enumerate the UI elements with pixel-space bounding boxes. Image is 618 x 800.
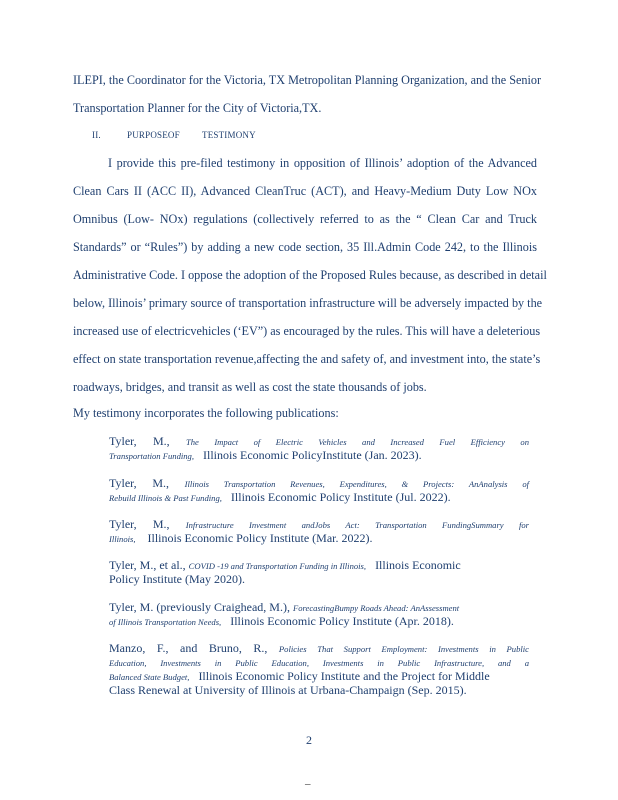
publication-author: Manzo, F., and Bruno, R., — [109, 641, 268, 655]
publication-title: The Impact of Electric Vehicles and Increased Fuel Efficiency on — [185, 437, 529, 447]
publication-line — [109, 559, 529, 573]
publication-title: COVID -19 and Transportation Funding in Illinois, — [188, 561, 367, 571]
publication-item — [109, 477, 529, 505]
publication-line — [109, 477, 529, 491]
publication-source: Illinois Economic PolicyInstitute (Jan. 2023). — [203, 448, 422, 462]
intro-line-1: ILEPI, the Coordinator for the Victoria, TX Metropolitan Planning Organization, and the Senior — [73, 73, 542, 87]
body-line-9: roadways, bridges, and transit as well as cost the state thousands of jobs. — [73, 380, 427, 394]
body-line-3: Omnibus (Low- NOx) regulations (collectively referred to as the “ Clean Car and Truck — [73, 212, 537, 226]
publication-line — [109, 615, 529, 629]
section-number: II. — [92, 130, 101, 140]
publication-title: Policies That Support Employment: Investments in Public — [278, 644, 529, 654]
section-title-part-b: TESTIMONY — [202, 130, 256, 140]
publication-item — [109, 559, 529, 586]
publication-line — [109, 449, 529, 463]
publication-line — [109, 684, 529, 697]
publication-source: Policy Institute (May 2020). — [109, 572, 245, 586]
publication-title: Education, Investments in Public Education, Investments in Public Infrastructure, and a — [109, 658, 529, 668]
body-line-2: Clean Cars II (ACC II), Advanced CleanTruc (ACT), and Heavy-Medium Duty Low NOx — [73, 184, 537, 198]
body-line-8: effect on state transportation revenue,affecting the and safety of, and investment into, the state’s — [73, 352, 541, 366]
publication-author: Tyler, M., — [109, 517, 170, 531]
body-line-7: increased use of electricvehicles (‘EV”) as encouraged by the rules. This will have a deleterious — [73, 324, 541, 338]
publication-line — [109, 573, 529, 586]
publication-source: Illinois Economic Policy Institute and the Project for Middle — [198, 669, 490, 683]
publication-source: Illinois Economic Policy Institute (Jul. 2022). — [230, 490, 451, 504]
publication-author: Tyler, M., — [109, 476, 169, 490]
publication-title: Infrastructure Investment andJobs Act: Transportation FundingSummary for — [185, 520, 530, 530]
publication-line — [109, 435, 529, 449]
body-line-6: below, Illinois’ primary source of transportation infrastructure will be adversely impacted by the — [73, 296, 543, 310]
publication-source: Illinois Economic — [375, 558, 461, 572]
publication-source: Class Renewal at University of Illinois at Urbana-Champaign (Sep. 2015). — [109, 683, 467, 697]
incorporates-line: My testimony incorporates the following publications: — [73, 406, 339, 420]
body-line-5: Administrative Code. I oppose the adoption of the Proposed Rules because, as described in detail — [73, 268, 547, 282]
footer-mark: – — [305, 778, 311, 790]
publication-line — [109, 491, 529, 505]
publication-title: of Illinois Transportation Needs, — [109, 617, 222, 627]
publication-item — [109, 518, 529, 546]
publication-title: Illinois, — [109, 534, 136, 544]
publication-title: Transportation Funding, — [109, 451, 194, 461]
publication-author: Tyler, M., — [109, 434, 170, 448]
publication-source: Illinois Economic Policy Institute (Apr. 2018). — [230, 614, 454, 628]
publication-title: Rebuild Illinois & Past Funding, — [109, 493, 222, 503]
publication-line — [109, 656, 529, 670]
publication-item — [109, 435, 529, 463]
publication-author: Tyler, M., et al., — [109, 558, 186, 572]
section-title-part-a: PURPOSEOF — [127, 130, 180, 140]
publication-line — [109, 601, 529, 615]
intro-line-2: Transportation Planner for the City of Victoria,TX. — [73, 101, 322, 115]
page-number: 2 — [306, 733, 312, 747]
publication-title: Illinois Transportation Revenues, Expenditures, & Projects: AnAnalysis of — [184, 479, 529, 489]
publication-line — [109, 518, 529, 532]
body-line-4: Standards” or “Rules”) by adding a new code section, 35 Ill.Admin Code 242, to the Illinois — [73, 240, 537, 254]
publication-item — [109, 601, 529, 629]
publication-line — [109, 670, 529, 684]
publication-item — [109, 642, 529, 697]
publication-title: Balanced State Budget, — [109, 672, 190, 682]
body-line-1: I provide this pre-filed testimony in opposition of Illinois’ adoption of the Advanced — [108, 156, 537, 170]
publication-author: Tyler, M. (previously Craighead, M.), — [109, 600, 290, 614]
publication-title: ForecastingBumpy Roads Ahead: AnAssessment — [292, 603, 460, 613]
publication-line — [109, 532, 529, 546]
publication-source: Illinois Economic Policy Institute (Mar. 2022). — [147, 531, 373, 545]
publication-line — [109, 642, 529, 656]
